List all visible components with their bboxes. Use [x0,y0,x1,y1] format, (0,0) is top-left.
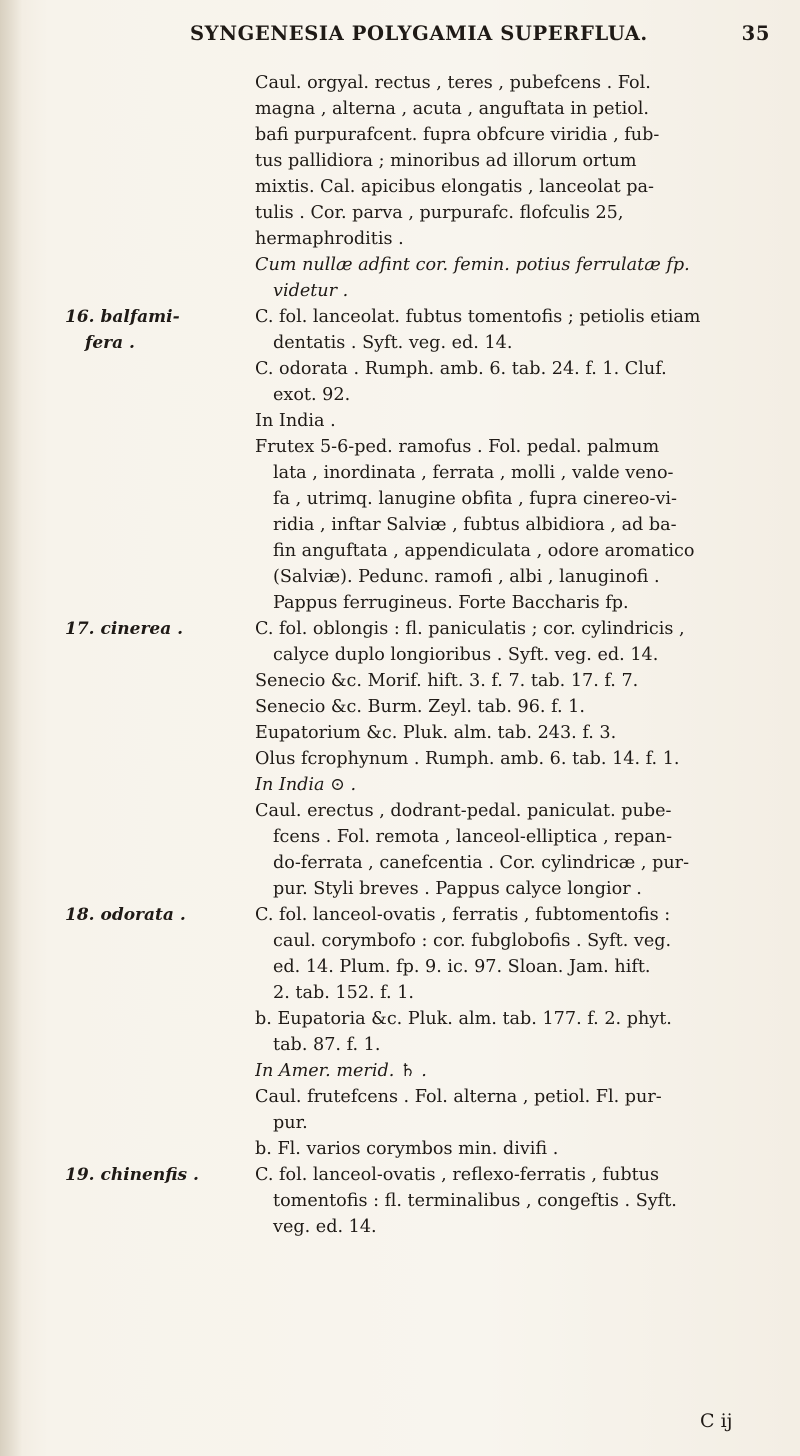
text-line: 2. tab. 152. f. 1. [273,983,415,1003]
text-line: In Amer. merid. ♄ . [255,1061,427,1081]
text-line: hermaphroditis . [255,229,404,249]
text-line: Pappus ferrugineus. Forte Baccharis fp. [273,593,629,613]
text-line: tulis . Cor. parva , purpurafc. flofculis 25, [255,203,624,223]
text-line: Caul. erectus , dodrant-pedal. paniculat. pube- [255,801,672,821]
text-line: calyce duplo longioribus . Syft. veg. ed. 14. [273,645,659,665]
entry-16 [65,304,755,616]
text-line: tus pallidiora ; minoribus ad illorum ortum [255,151,637,171]
text-line: pur. [273,1113,308,1133]
text-line: In India . [255,411,336,431]
entry-19 [65,1162,755,1240]
signature-mark: C ij [700,1410,733,1432]
text-line: C. fol. lanceol-ovatis , reflexo-ferratis , fubtus [255,1165,660,1185]
text-line: do-ferrata , canefcentia . Cor. cylindricæ , pur- [273,853,690,873]
text-line: veg. ed. 14. [273,1217,377,1237]
text-line: C. fol. lanceolat. fubtus tomentofis ; petiolis etiam [255,307,701,327]
text-line: Eupatorium &c. Pluk. alm. tab. 243. f. 3. [255,723,617,743]
species-number-name: 19. chinenfis . [65,1165,199,1185]
text-line: magna , alterna , acuta , anguftata in petiol. [255,99,650,119]
text-line: Frutex 5-6-ped. ramofus . Fol. pedal. palmum [255,437,660,457]
species-number-name: 18. odorata . [65,905,186,925]
text-line: mixtis. Cal. apicibus elongatis , lanceolat pa- [255,177,654,197]
text-line: tab. 87. f. 1. [273,1035,381,1055]
text-line: Senecio &c. Burm. Zeyl. tab. 96. f. 1. [255,697,585,717]
text-line: Caul. orgyal. rectus , teres , pubefcens . Fol. [255,73,651,93]
text-line: C. fol. lanceol-ovatis , ferratis , fubtomentofis : [255,905,671,925]
text-line: fa , utrimq. lanugine obfita , fupra cinereo-vi- [273,489,677,509]
text-line: fin anguftata , appendiculata , odore aromatico [273,541,695,561]
text-line: In India ⊙ . [255,775,357,795]
text-line: Senecio &c. Morif. hift. 3. f. 7. tab. 17. f. 7. [255,671,639,691]
text-line: ridia , inftar Salviæ , fubtus albidiora , ad ba- [273,515,677,535]
text-line: lata , inordinata , ferrata , molli , valde veno- [273,463,674,483]
text-line: tomentofis : fl. terminalibus , congeftis . Syft. [273,1191,677,1211]
text-line: dentatis . Syft. veg. ed. 14. [273,333,513,353]
text-line: C. odorata . Rumph. amb. 6. tab. 24. f. 1. Cluf. [255,359,667,379]
text-line: b. Eupatoria &c. Pluk. alm. tab. 177. f. 2. phyt. [255,1009,672,1029]
text-line: exot. 92. [273,385,351,405]
text-line: b. Fl. varios corymbos min. divifi . [255,1139,559,1159]
text-line: (Salviæ). Pedunc. ramofi , albi , lanuginofi . [273,567,660,587]
entry-17 [65,616,755,902]
text-line: fcens . Fol. remota , lanceol-elliptica , repan- [273,827,673,847]
text-line: Caul. frutefcens . Fol. alterna , petiol. Fl. pur- [255,1087,662,1107]
text-line: ed. 14. Plum. fp. 9. ic. 97. Sloan. Jam. hift. [273,957,651,977]
text-line: Cum nullæ adfint cor. femin. potius ferrulatæ fp. [255,255,690,275]
text-line: videtur . [273,281,349,301]
text-line: C. fol. oblongis : fl. paniculatis ; cor. cylindricis , [255,619,685,639]
text-line: Olus fcrophynum . Rumph. amb. 6. tab. 14. f. 1. [255,749,680,769]
header-title: SYNGENESIA POLYGAMIA SUPERFLUA. [190,22,648,45]
text-line: caul. corymbofo : cor. fubglobofis . Syft. veg. [273,931,672,951]
species-number-name: 16. balfami- [65,307,180,327]
text-line: pur. Styli breves . Pappus calyce longior . [273,879,642,899]
species-number-name: 17. cinerea . [65,619,184,639]
entry-18 [65,902,755,1162]
page-number: 35 [741,22,770,45]
species-name-continued: fera . [85,333,135,353]
text-body [0,70,800,1240]
entry-continuation [255,70,755,304]
running-header [190,22,770,45]
text-line: bafi purpurafcent. fupra obfcure viridia , fub- [255,125,660,145]
